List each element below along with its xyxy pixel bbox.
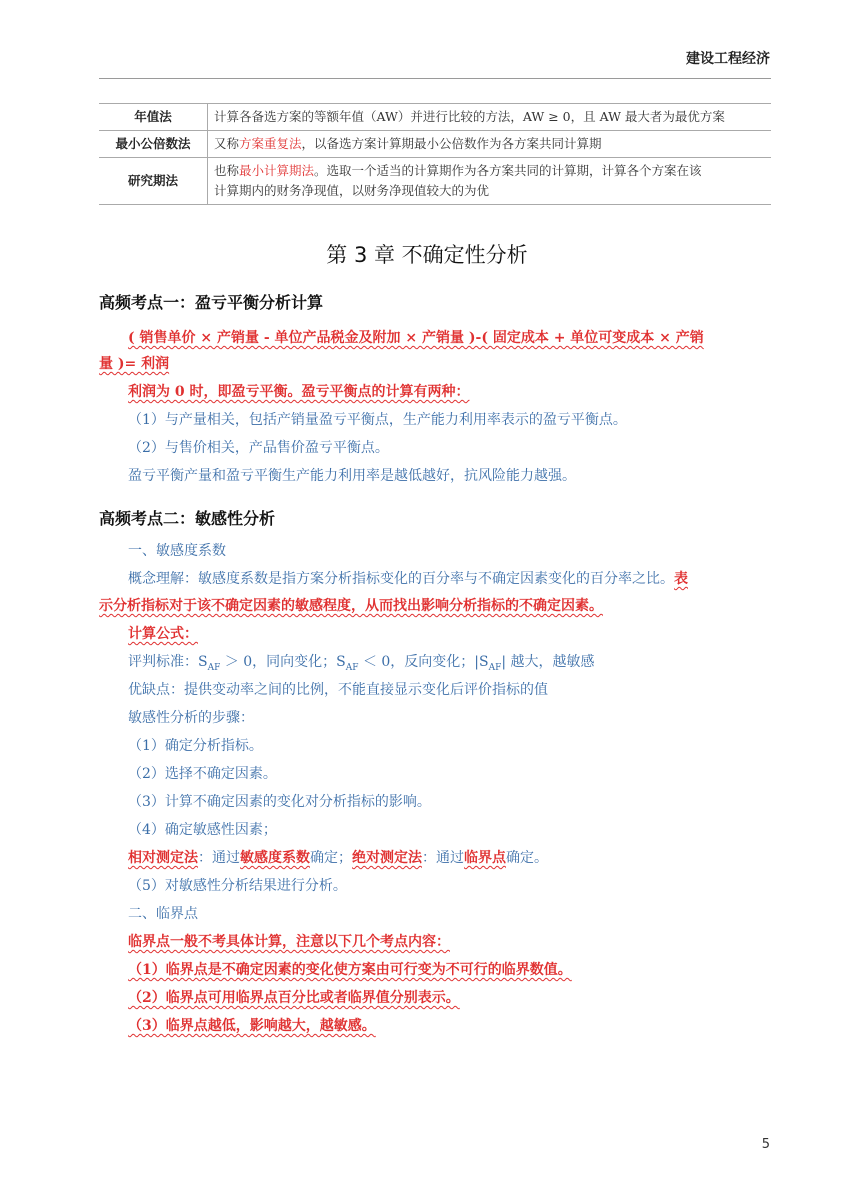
- chapter-title: 第 3 章 不确定性分析: [326, 243, 528, 267]
- highlight-term: 方案重复法: [239, 136, 302, 151]
- table-row: [99, 158, 771, 205]
- description-text: ，以备选方案计算期最小公倍数作为各方案共同计算期: [301, 136, 602, 151]
- step-1: （1）确定分析指标。: [128, 738, 263, 754]
- step-3: （3）计算不确定因素的变化对分析指标的影响。: [128, 794, 431, 810]
- method-description: [208, 104, 772, 131]
- subheading-critical-point: 二、临界点: [128, 906, 198, 922]
- description-text: 又称: [214, 136, 240, 151]
- description-text: 。选取一个适当的计算期作为各方案共同的计算期，计算各个方案在该: [314, 163, 702, 178]
- highlight-term: 最小计算期法: [239, 163, 315, 178]
- critical-item-2: （2）临界点可用临界点百分比或者临界值分别表示。: [128, 990, 460, 1006]
- description-text: 也称: [214, 163, 240, 178]
- method-name: 年值法: [99, 104, 208, 131]
- concept-line1: 概念理解：敏感度系数是指方案分析指标变化的百分率与不确定因素变化的百分率之比。表: [128, 571, 688, 587]
- subheading-sensitivity-coefficient: 一、敏感度系数: [128, 543, 226, 559]
- criteria-line: 评判标准：$S_{AF} > 0$，同向变化；$S_{AF} < 0$，反向变化；$|S_{AF}|$ 越大，越敏感: [128, 654, 595, 673]
- method-description: [208, 158, 772, 205]
- table-row: [99, 104, 771, 131]
- steps-heading: 敏感性分析的步骤：: [128, 710, 254, 726]
- step-5: （5）对敏感性分析结果进行分析。: [128, 878, 347, 894]
- method-name: 最小公倍数法: [99, 131, 208, 158]
- calc-formula-label: 计算公式：: [128, 626, 198, 642]
- breakeven-key: 利润为 0 时，即盈亏平衡。盈亏平衡点的计算有两种：: [128, 384, 470, 400]
- critical-item-3: （3）临界点越低，影响越大，越敏感。: [128, 1018, 376, 1034]
- description-text: 计算各备选方案的等额年值（AW）并进行比较的方法，AW ≥ 0，且 AW 最大者为最优方案: [214, 109, 725, 124]
- breakeven-item-2: （2）与售价相关，产品售价盈亏平衡点。: [128, 440, 389, 456]
- formula-line1: ( 销售单价 × 产销量 - 单位产品税金及附加 × 产销量 )-( 固定成本 + 单位可变成本 × 产销: [128, 330, 704, 346]
- running-header: 建设工程经济: [686, 51, 770, 67]
- method-name: 研究期法: [99, 158, 208, 205]
- concept-line2: 示分析指标对于该不确定因素的敏感程度，从而找出影响分析指标的不确定因素。: [99, 598, 603, 614]
- description-text: 计算期内的财务净现值，以财务净现值较大的为优: [214, 183, 490, 198]
- step-2: （2）选择不确定因素。: [128, 766, 277, 782]
- critical-intro: 临界点一般不考具体计算，注意以下几个考点内容：: [128, 934, 450, 950]
- header-rule: [99, 78, 771, 79]
- pros-cons: 优缺点：提供变动率之间的比例，不能直接显示变化后评价指标的值: [128, 682, 548, 698]
- breakeven-item-1: （1）与产量相关，包括产销量盈亏平衡点，生产能力利用率表示的盈亏平衡点。: [128, 412, 627, 428]
- step-4: （4）确定敏感性因素；: [128, 822, 277, 838]
- methods-table: [99, 103, 771, 205]
- page-number: 5: [761, 1137, 770, 1152]
- critical-item-1: （1）临界点是不确定因素的变化使方案由可行变为不可行的临界数值。: [128, 962, 572, 978]
- method-description: [208, 131, 772, 158]
- breakeven-note: 盈亏平衡产量和盈亏平衡生产能力利用率是越低越好，抗风险能力越强。: [128, 468, 576, 484]
- table-row: [99, 131, 771, 158]
- section1-heading: 高频考点一：盈亏平衡分析计算: [99, 293, 324, 312]
- formula-line2: 量 )= 利润: [99, 356, 170, 372]
- section2-heading: 高频考点二：敏感性分析: [99, 509, 276, 528]
- measurement-methods: 相对测定法：通过敏感度系数确定；绝对测定法：通过临界点确定。: [128, 850, 548, 866]
